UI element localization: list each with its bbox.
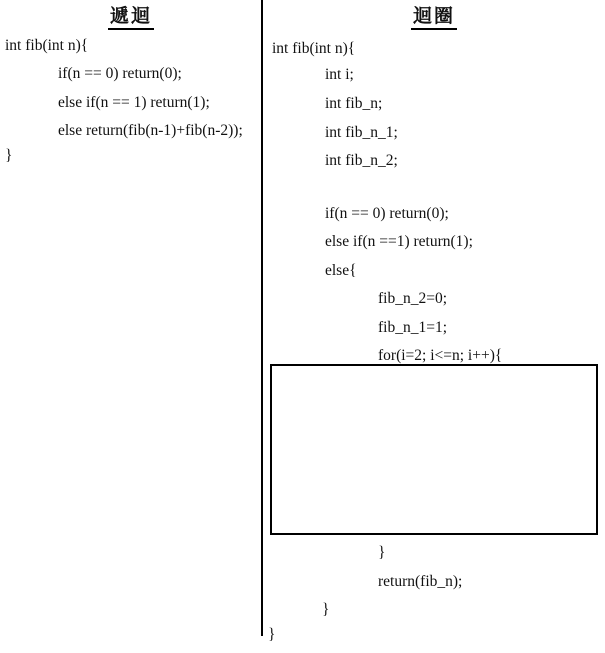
column-divider-line — [261, 0, 263, 636]
recursion-title: 遞迴 — [108, 6, 154, 30]
left-column-header — [0, 6, 262, 30]
code-line: int fib(int n){ — [5, 37, 89, 54]
code-line: } — [378, 544, 386, 561]
code-line: if(n == 0) return(0); — [325, 205, 449, 222]
code-line: else if(n == 1) return(1); — [58, 94, 210, 111]
code-line: int fib_n; — [325, 95, 383, 112]
code-line: else{ — [325, 262, 357, 279]
code-line: return(fib_n); — [378, 573, 463, 590]
code-line: int fib_n_2; — [325, 152, 398, 169]
code-line: else if(n ==1) return(1); — [325, 233, 473, 250]
code-line: } — [268, 626, 276, 643]
code-line: for(i=2; i<=n; i++){ — [378, 347, 503, 364]
code-line: fib_n_1=1; — [378, 319, 448, 336]
loop-title: 迴圈 — [411, 6, 457, 30]
code-line: else return(fib(n-1)+fib(n-2)); — [58, 122, 243, 139]
code-line: } — [322, 601, 330, 618]
code-line: int i; — [325, 66, 354, 83]
code-line: fib_n_2=0; — [378, 290, 448, 307]
code-line: } — [5, 147, 13, 164]
blank-answer-box — [270, 364, 598, 535]
code-line: int fib_n_1; — [325, 124, 398, 141]
code-line: if(n == 0) return(0); — [58, 65, 182, 82]
code-line: int fib(int n){ — [272, 40, 356, 57]
right-column-header — [263, 6, 605, 30]
